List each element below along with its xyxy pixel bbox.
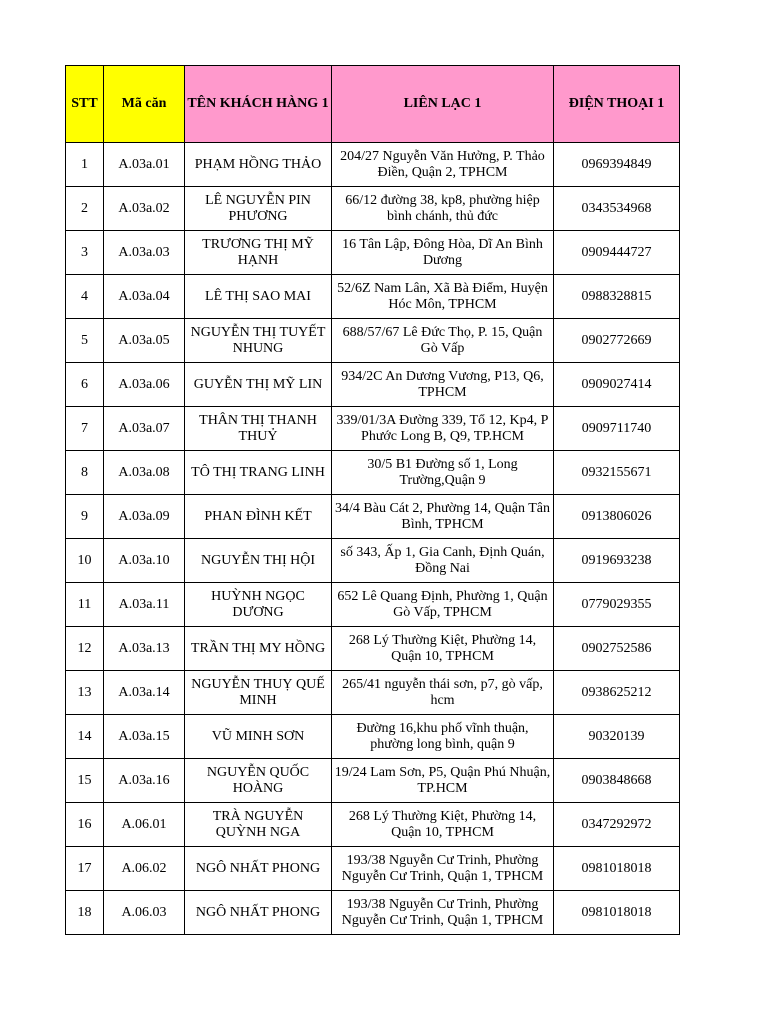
table-row [66, 187, 680, 231]
cell-stt[interactable]: 3 [66, 231, 104, 275]
table-row [66, 319, 680, 363]
header-code[interactable]: Mã căn [104, 66, 185, 143]
cell-customer-name[interactable]: TÔ THỊ TRANG LINH [185, 451, 332, 495]
table-body [66, 143, 680, 935]
cell-phone[interactable]: 0347292972 [554, 803, 680, 847]
cell-contact[interactable]: 66/12 đường 38, kp8, phường hiệp bình chánh, thủ đức [332, 187, 554, 231]
cell-contact[interactable]: 339/01/3A Đường 339, Tổ 12, Kp4, P Phước Long B, Q9, TP.HCM [332, 407, 554, 451]
cell-customer-name[interactable]: NGUYỄN THỊ TUYẾT NHUNG [185, 319, 332, 363]
cell-code[interactable]: A.03a.13 [104, 627, 185, 671]
table-row [66, 231, 680, 275]
cell-stt[interactable]: 8 [66, 451, 104, 495]
cell-contact[interactable]: 652 Lê Quang Định, Phường 1, Quận Gò Vấp, TPHCM [332, 583, 554, 627]
cell-code[interactable]: A.06.03 [104, 891, 185, 935]
cell-stt[interactable]: 12 [66, 627, 104, 671]
header-customer-name[interactable]: TÊN KHÁCH HÀNG 1 [185, 66, 332, 143]
table-row [66, 539, 680, 583]
cell-code[interactable]: A.03a.05 [104, 319, 185, 363]
cell-phone[interactable]: 0902752586 [554, 627, 680, 671]
table-row [66, 363, 680, 407]
cell-code[interactable]: A.03a.09 [104, 495, 185, 539]
table-row [66, 803, 680, 847]
cell-stt[interactable]: 6 [66, 363, 104, 407]
cell-code[interactable]: A.03a.01 [104, 143, 185, 187]
cell-stt[interactable]: 11 [66, 583, 104, 627]
cell-customer-name[interactable]: NGUYỄN THỊ HỘI [185, 539, 332, 583]
cell-contact[interactable]: 204/27 Nguyễn Văn Hưởng, P. Thảo Điền, Quận 2, TPHCM [332, 143, 554, 187]
cell-contact[interactable]: 52/6Z Nam Lân, Xã Bà Điểm, Huyện Hóc Môn, TPHCM [332, 275, 554, 319]
cell-code[interactable]: A.03a.07 [104, 407, 185, 451]
cell-phone[interactable]: 0969394849 [554, 143, 680, 187]
cell-code[interactable]: A.03a.14 [104, 671, 185, 715]
table-row [66, 671, 680, 715]
cell-phone[interactable]: 90320139 [554, 715, 680, 759]
cell-stt[interactable]: 14 [66, 715, 104, 759]
cell-phone[interactable]: 0903848668 [554, 759, 680, 803]
cell-phone[interactable]: 0932155671 [554, 451, 680, 495]
cell-stt[interactable]: 16 [66, 803, 104, 847]
cell-stt[interactable]: 10 [66, 539, 104, 583]
cell-contact[interactable]: 16 Tân Lập, Đông Hòa, Dĩ An Bình Dương [332, 231, 554, 275]
table-row [66, 627, 680, 671]
cell-code[interactable]: A.03a.02 [104, 187, 185, 231]
cell-contact[interactable]: 30/5 B1 Đường số 1, Long Trường,Quận 9 [332, 451, 554, 495]
cell-contact[interactable]: 193/38 Nguyễn Cư Trinh, Phường Nguyễn Cư Trinh, Quận 1, TPHCM [332, 891, 554, 935]
cell-contact[interactable]: 193/38 Nguyễn Cư Trinh, Phường Nguyễn Cư Trinh, Quận 1, TPHCM [332, 847, 554, 891]
cell-customer-name[interactable]: PHAN ĐÌNH KẾT [185, 495, 332, 539]
cell-customer-name[interactable]: HUỲNH NGỌC DƯƠNG [185, 583, 332, 627]
cell-contact[interactable]: Đường 16,khu phố vĩnh thuận, phường long bình, quận 9 [332, 715, 554, 759]
table-row [66, 275, 680, 319]
cell-code[interactable]: A.03a.08 [104, 451, 185, 495]
cell-customer-name[interactable]: TRƯƠNG THỊ MỸ HẠNH [185, 231, 332, 275]
cell-phone[interactable]: 0909711740 [554, 407, 680, 451]
cell-phone[interactable]: 0938625212 [554, 671, 680, 715]
cell-customer-name[interactable]: TRẦN THỊ MY HỒNG [185, 627, 332, 671]
header-stt[interactable]: STT [66, 66, 104, 143]
cell-phone[interactable]: 0909444727 [554, 231, 680, 275]
cell-phone[interactable]: 0913806026 [554, 495, 680, 539]
cell-contact[interactable]: 19/24 Lam Sơn, P5, Quận Phú Nhuận, TP.HCM [332, 759, 554, 803]
cell-contact[interactable]: số 343, Ấp 1, Gia Canh, Định Quán, Đồng Nai [332, 539, 554, 583]
cell-code[interactable]: A.06.01 [104, 803, 185, 847]
cell-stt[interactable]: 13 [66, 671, 104, 715]
cell-customer-name[interactable]: NGÔ NHẤT PHONG [185, 847, 332, 891]
cell-stt[interactable]: 2 [66, 187, 104, 231]
table-row [66, 143, 680, 187]
cell-stt[interactable]: 7 [66, 407, 104, 451]
cell-code[interactable]: A.03a.16 [104, 759, 185, 803]
table-row [66, 583, 680, 627]
header-phone[interactable]: ĐIỆN THOẠI 1 [554, 66, 680, 143]
cell-phone[interactable]: 0981018018 [554, 891, 680, 935]
header-row [66, 66, 680, 143]
cell-phone[interactable]: 0981018018 [554, 847, 680, 891]
table-row [66, 407, 680, 451]
cell-customer-name[interactable]: LÊ NGUYỄN PIN PHƯƠNG [185, 187, 332, 231]
cell-contact[interactable]: 34/4 Bàu Cát 2, Phường 14, Quận Tân Bình, TPHCM [332, 495, 554, 539]
cell-customer-name[interactable]: NGÔ NHẤT PHONG [185, 891, 332, 935]
cell-customer-name[interactable]: GUYỄN THỊ MỸ LIN [185, 363, 332, 407]
cell-code[interactable]: A.03a.10 [104, 539, 185, 583]
cell-stt[interactable]: 5 [66, 319, 104, 363]
cell-code[interactable]: A.03a.04 [104, 275, 185, 319]
cell-stt[interactable]: 1 [66, 143, 104, 187]
cell-phone[interactable]: 0988328815 [554, 275, 680, 319]
customer-table [65, 65, 680, 935]
header-contact[interactable]: LIÊN LẠC 1 [332, 66, 554, 143]
cell-code[interactable]: A.06.02 [104, 847, 185, 891]
table-row [66, 891, 680, 935]
cell-stt[interactable]: 17 [66, 847, 104, 891]
cell-phone[interactable]: 0909027414 [554, 363, 680, 407]
cell-stt[interactable]: 4 [66, 275, 104, 319]
table-row [66, 715, 680, 759]
table-row [66, 495, 680, 539]
cell-phone[interactable]: 0779029355 [554, 583, 680, 627]
cell-phone[interactable]: 0919693238 [554, 539, 680, 583]
cell-stt[interactable]: 15 [66, 759, 104, 803]
table-row [66, 759, 680, 803]
cell-contact[interactable]: 934/2C An Dương Vương, P13, Q6, TPHCM [332, 363, 554, 407]
cell-stt[interactable]: 18 [66, 891, 104, 935]
cell-customer-name[interactable]: THÂN THỊ THANH THUỶ [185, 407, 332, 451]
cell-customer-name[interactable]: PHẠM HỒNG THẢO [185, 143, 332, 187]
cell-code[interactable]: A.03a.11 [104, 583, 185, 627]
cell-customer-name[interactable]: LÊ THỊ SAO MAI [185, 275, 332, 319]
table-row [66, 451, 680, 495]
cell-customer-name[interactable]: NGUYỄN THUỴ QUẾ MINH [185, 671, 332, 715]
cell-contact[interactable]: 265/41 nguyễn thái sơn, p7, gò vấp, hcm [332, 671, 554, 715]
cell-code[interactable]: A.03a.03 [104, 231, 185, 275]
cell-contact[interactable]: 688/57/67 Lê Đức Thọ, P. 15, Quận Gò Vấp [332, 319, 554, 363]
cell-code[interactable]: A.03a.15 [104, 715, 185, 759]
cell-contact[interactable]: 268 Lý Thường Kiệt, Phường 14, Quận 10, TPHCM [332, 627, 554, 671]
cell-customer-name[interactable]: TRÀ NGUYỄN QUỲNH NGA [185, 803, 332, 847]
table-row [66, 847, 680, 891]
cell-contact[interactable]: 268 Lý Thường Kiệt, Phường 14, Quận 10, TPHCM [332, 803, 554, 847]
cell-code[interactable]: A.03a.06 [104, 363, 185, 407]
cell-stt[interactable]: 9 [66, 495, 104, 539]
cell-customer-name[interactable]: NGUYỄN QUỐC HOÀNG [185, 759, 332, 803]
cell-customer-name[interactable]: VŨ MINH SƠN [185, 715, 332, 759]
cell-phone[interactable]: 0902772669 [554, 319, 680, 363]
cell-phone[interactable]: 0343534968 [554, 187, 680, 231]
